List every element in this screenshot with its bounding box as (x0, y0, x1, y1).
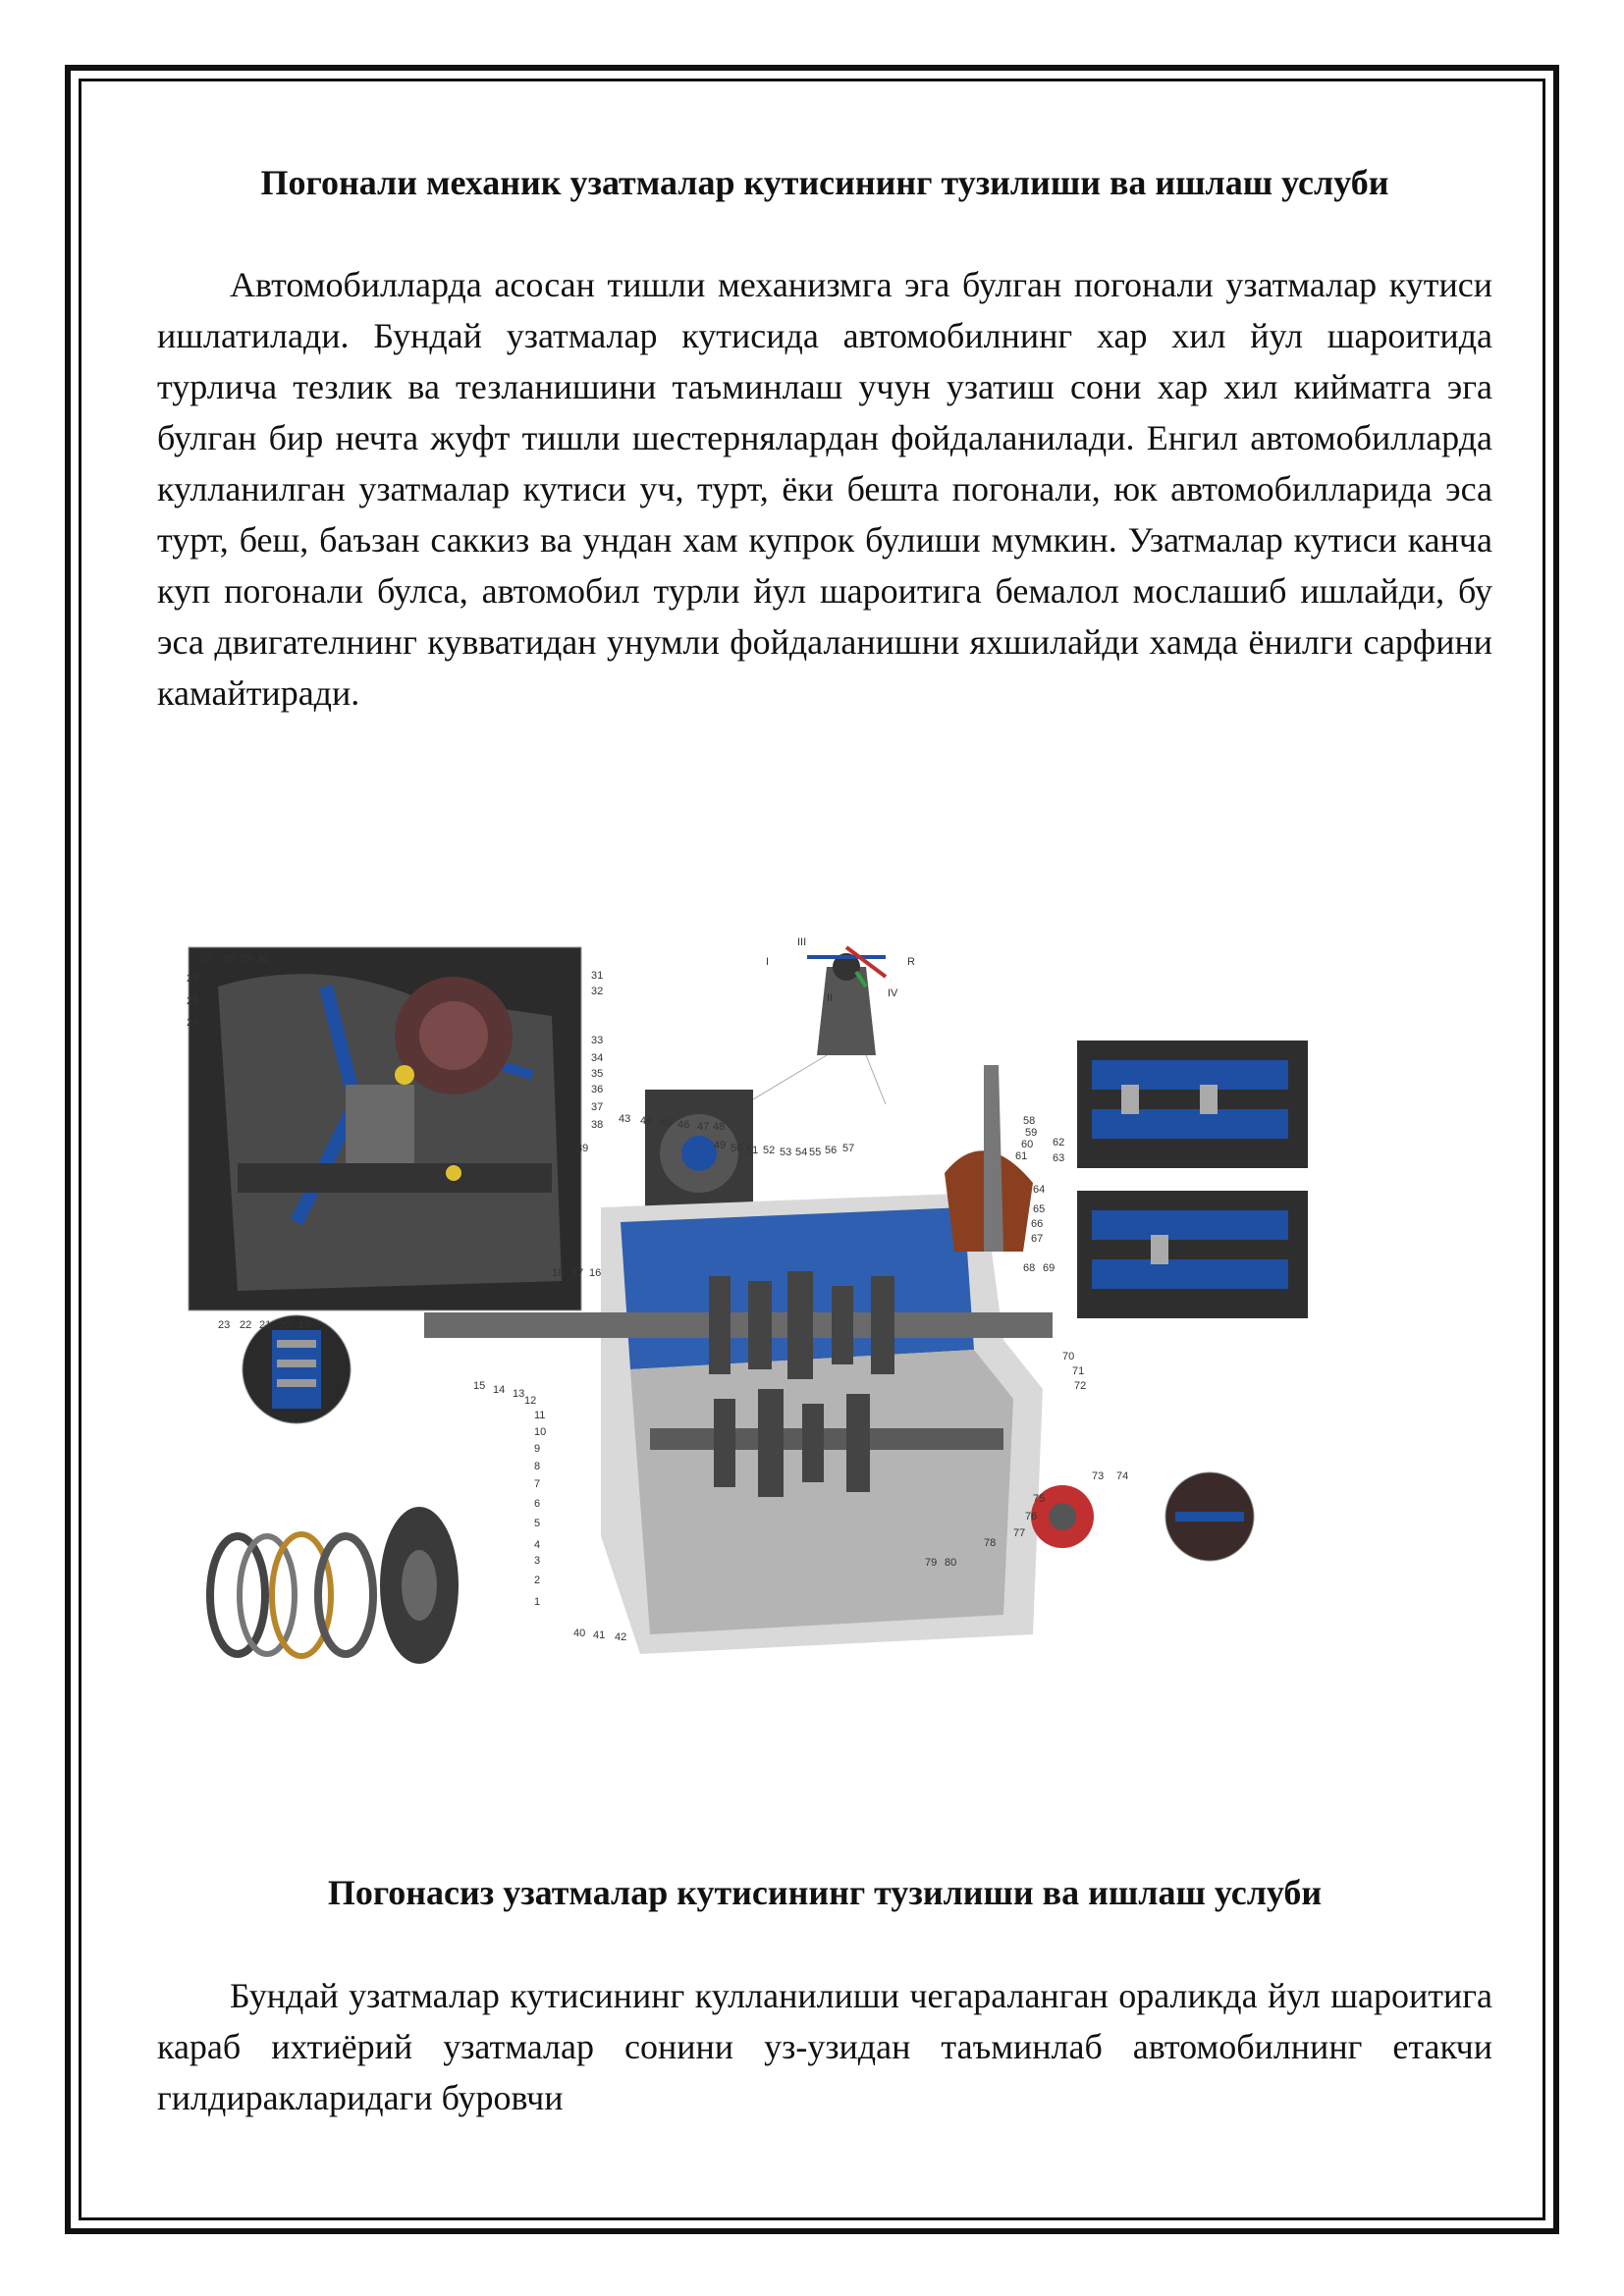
inset-shift-rails (1077, 1041, 1308, 1318)
callout-label: 46 (677, 1119, 690, 1131)
callout-label: 10 (534, 1426, 547, 1438)
callout-label: 77 (1013, 1527, 1026, 1539)
callout-label: 7 (534, 1478, 541, 1490)
callout-label: 27 (198, 953, 211, 965)
section-1-title: Погонали механик узатмалар кутисининг тузилиши ва ишлаш услуби (260, 163, 1389, 202)
callout-label: 76 (1025, 1511, 1038, 1522)
callout-label: 15 (473, 1380, 486, 1392)
inset-synchronizer-rings (210, 1507, 459, 1664)
callout-label: 24 (187, 1017, 199, 1029)
callout-label: 23 (218, 1319, 231, 1331)
callout-label: 67 (1031, 1233, 1044, 1245)
callout-label: 8 (534, 1461, 541, 1472)
callout-label: 34 (591, 1052, 604, 1064)
gear-position-label: IV (888, 988, 898, 999)
callout-label: 70 (1062, 1351, 1075, 1362)
callout-label: 78 (984, 1537, 997, 1549)
callout-label: 39 (576, 1143, 589, 1154)
callout-label: 48 (713, 1121, 726, 1133)
callout-label: 44 (640, 1115, 653, 1127)
inset-springs (243, 1315, 351, 1423)
callout-label: 13 (513, 1388, 525, 1400)
callout-label: 40 (573, 1628, 586, 1639)
callout-label: 47 (697, 1121, 710, 1133)
callout-label: 65 (1033, 1203, 1046, 1215)
callout-label: 4 (534, 1539, 541, 1551)
callout-label: 18 (552, 1267, 565, 1279)
gear-position-label: R (907, 956, 915, 968)
callout-label: 73 (1092, 1470, 1105, 1482)
callout-label: 51 (746, 1145, 759, 1156)
callout-label: 68 (1023, 1262, 1036, 1274)
callout-label: 6 (534, 1498, 541, 1510)
callout-label: 74 (1116, 1470, 1129, 1482)
callout-label: 79 (925, 1557, 938, 1569)
callout-label: 42 (615, 1631, 627, 1643)
callout-label: 33 (591, 1035, 604, 1046)
callout-label: 5 (534, 1518, 541, 1529)
callout-label: 37 (591, 1101, 604, 1113)
callout-label: 61 (1015, 1150, 1028, 1162)
callout-label: 49 (714, 1140, 727, 1151)
callout-label: 55 (809, 1147, 822, 1158)
callout-label: 53 (780, 1147, 792, 1158)
callout-label: 30 (257, 953, 270, 965)
callout-label: 80 (945, 1557, 957, 1569)
callout-label: 60 (1021, 1139, 1034, 1150)
callout-label: 31 (591, 970, 604, 982)
gear-position-label: II (827, 992, 834, 1004)
callout-label: 52 (763, 1145, 776, 1156)
gear-position-label: I (766, 956, 770, 968)
callout-label: 75 (1033, 1493, 1046, 1505)
callout-label: 26 (187, 973, 199, 985)
callout-label: 20 (279, 1319, 292, 1331)
callout-label: 32 (591, 986, 604, 997)
callout-label: 3 (534, 1555, 541, 1567)
callout-label: 12 (524, 1395, 537, 1407)
callout-label: 9 (534, 1443, 541, 1455)
callout-label: 57 (842, 1143, 855, 1154)
callout-label: 54 (795, 1147, 808, 1158)
section-1 (157, 157, 1492, 719)
callout-label: 66 (1031, 1218, 1044, 1230)
callout-label: 14 (493, 1384, 506, 1396)
section-2-paragraph: Бундай узатмалар кутисининг кулланилиши чегараланган ораликда йул шароитига караб ихтиёрий узатмалар сонини уз-узидан таъминлаб автомобилнинг етакчи гилдиракларидаги буровчи (157, 1976, 1492, 2117)
callout-label: 35 (591, 1068, 604, 1080)
callout-label: 28 (223, 953, 236, 965)
callout-label: 59 (1025, 1127, 1038, 1139)
section-2-title: Погонасиз узатмалар кутисининг тузилиши ва ишлаш услуби (327, 1873, 1323, 1912)
callout-label: 64 (1033, 1184, 1046, 1196)
callout-label: 43 (619, 1113, 631, 1125)
callout-label: 45 (660, 1117, 673, 1129)
callout-label: 36 (591, 1084, 604, 1095)
callout-label: 56 (825, 1145, 838, 1156)
gearbox-drawing (179, 928, 1347, 1733)
callout-label: 71 (1072, 1365, 1085, 1377)
callout-label: 50 (731, 1143, 743, 1154)
callout-label: 16 (589, 1267, 602, 1279)
callout-label: 19 (298, 1319, 311, 1331)
inset-shift-pattern (729, 947, 886, 1114)
callout-label: 69 (1043, 1262, 1056, 1274)
callout-label: 11 (534, 1410, 546, 1421)
callout-label: 25 (187, 995, 199, 1007)
callout-label: 29 (240, 953, 252, 965)
callout-label: 72 (1074, 1380, 1087, 1392)
callout-label: 17 (571, 1267, 584, 1279)
callout-label: 38 (591, 1119, 604, 1131)
callout-label: 58 (1023, 1115, 1036, 1127)
gearbox-illustration (179, 928, 1347, 1733)
section-1-paragraph: Автомобилларда асосан тишли механизмга эга булган погонали узатмалар кутиси ишлатилади. Бундай узатмалар кутисида автомобилнинг хар хил йул шароитида турлича тезлик ва тезланишини таъминлаш учун узатиш сони хар хил кийматга эга булган бир нечта жуфт тишли шестернялардан фойдаланилади. Енгил автомобилларда кулланилган узатмалар кутиси уч, турт, ёки бешта погонали, юк автомобилларида эса турт, беш, баъзан саккиз ва ундан хам купрок булиши мумкин. Узатмалар кутиси канча куп погонали булса, автомобил турли йул шароитига бемалол мослашиб ишлайди, бу эса двигателнинг кувватидан унумли фойдаланишни яхшилайди хамда ёнилги сарфини камайтиради. (157, 265, 1492, 713)
callout-label: 21 (259, 1319, 272, 1331)
callout-label: 22 (240, 1319, 252, 1331)
callout-label: 41 (593, 1629, 606, 1641)
callout-label: 63 (1053, 1152, 1065, 1164)
callout-label: 1 (534, 1596, 541, 1608)
gear-position-label: III (797, 936, 807, 948)
callout-label: 62 (1053, 1137, 1065, 1148)
callout-label: 2 (534, 1575, 541, 1586)
